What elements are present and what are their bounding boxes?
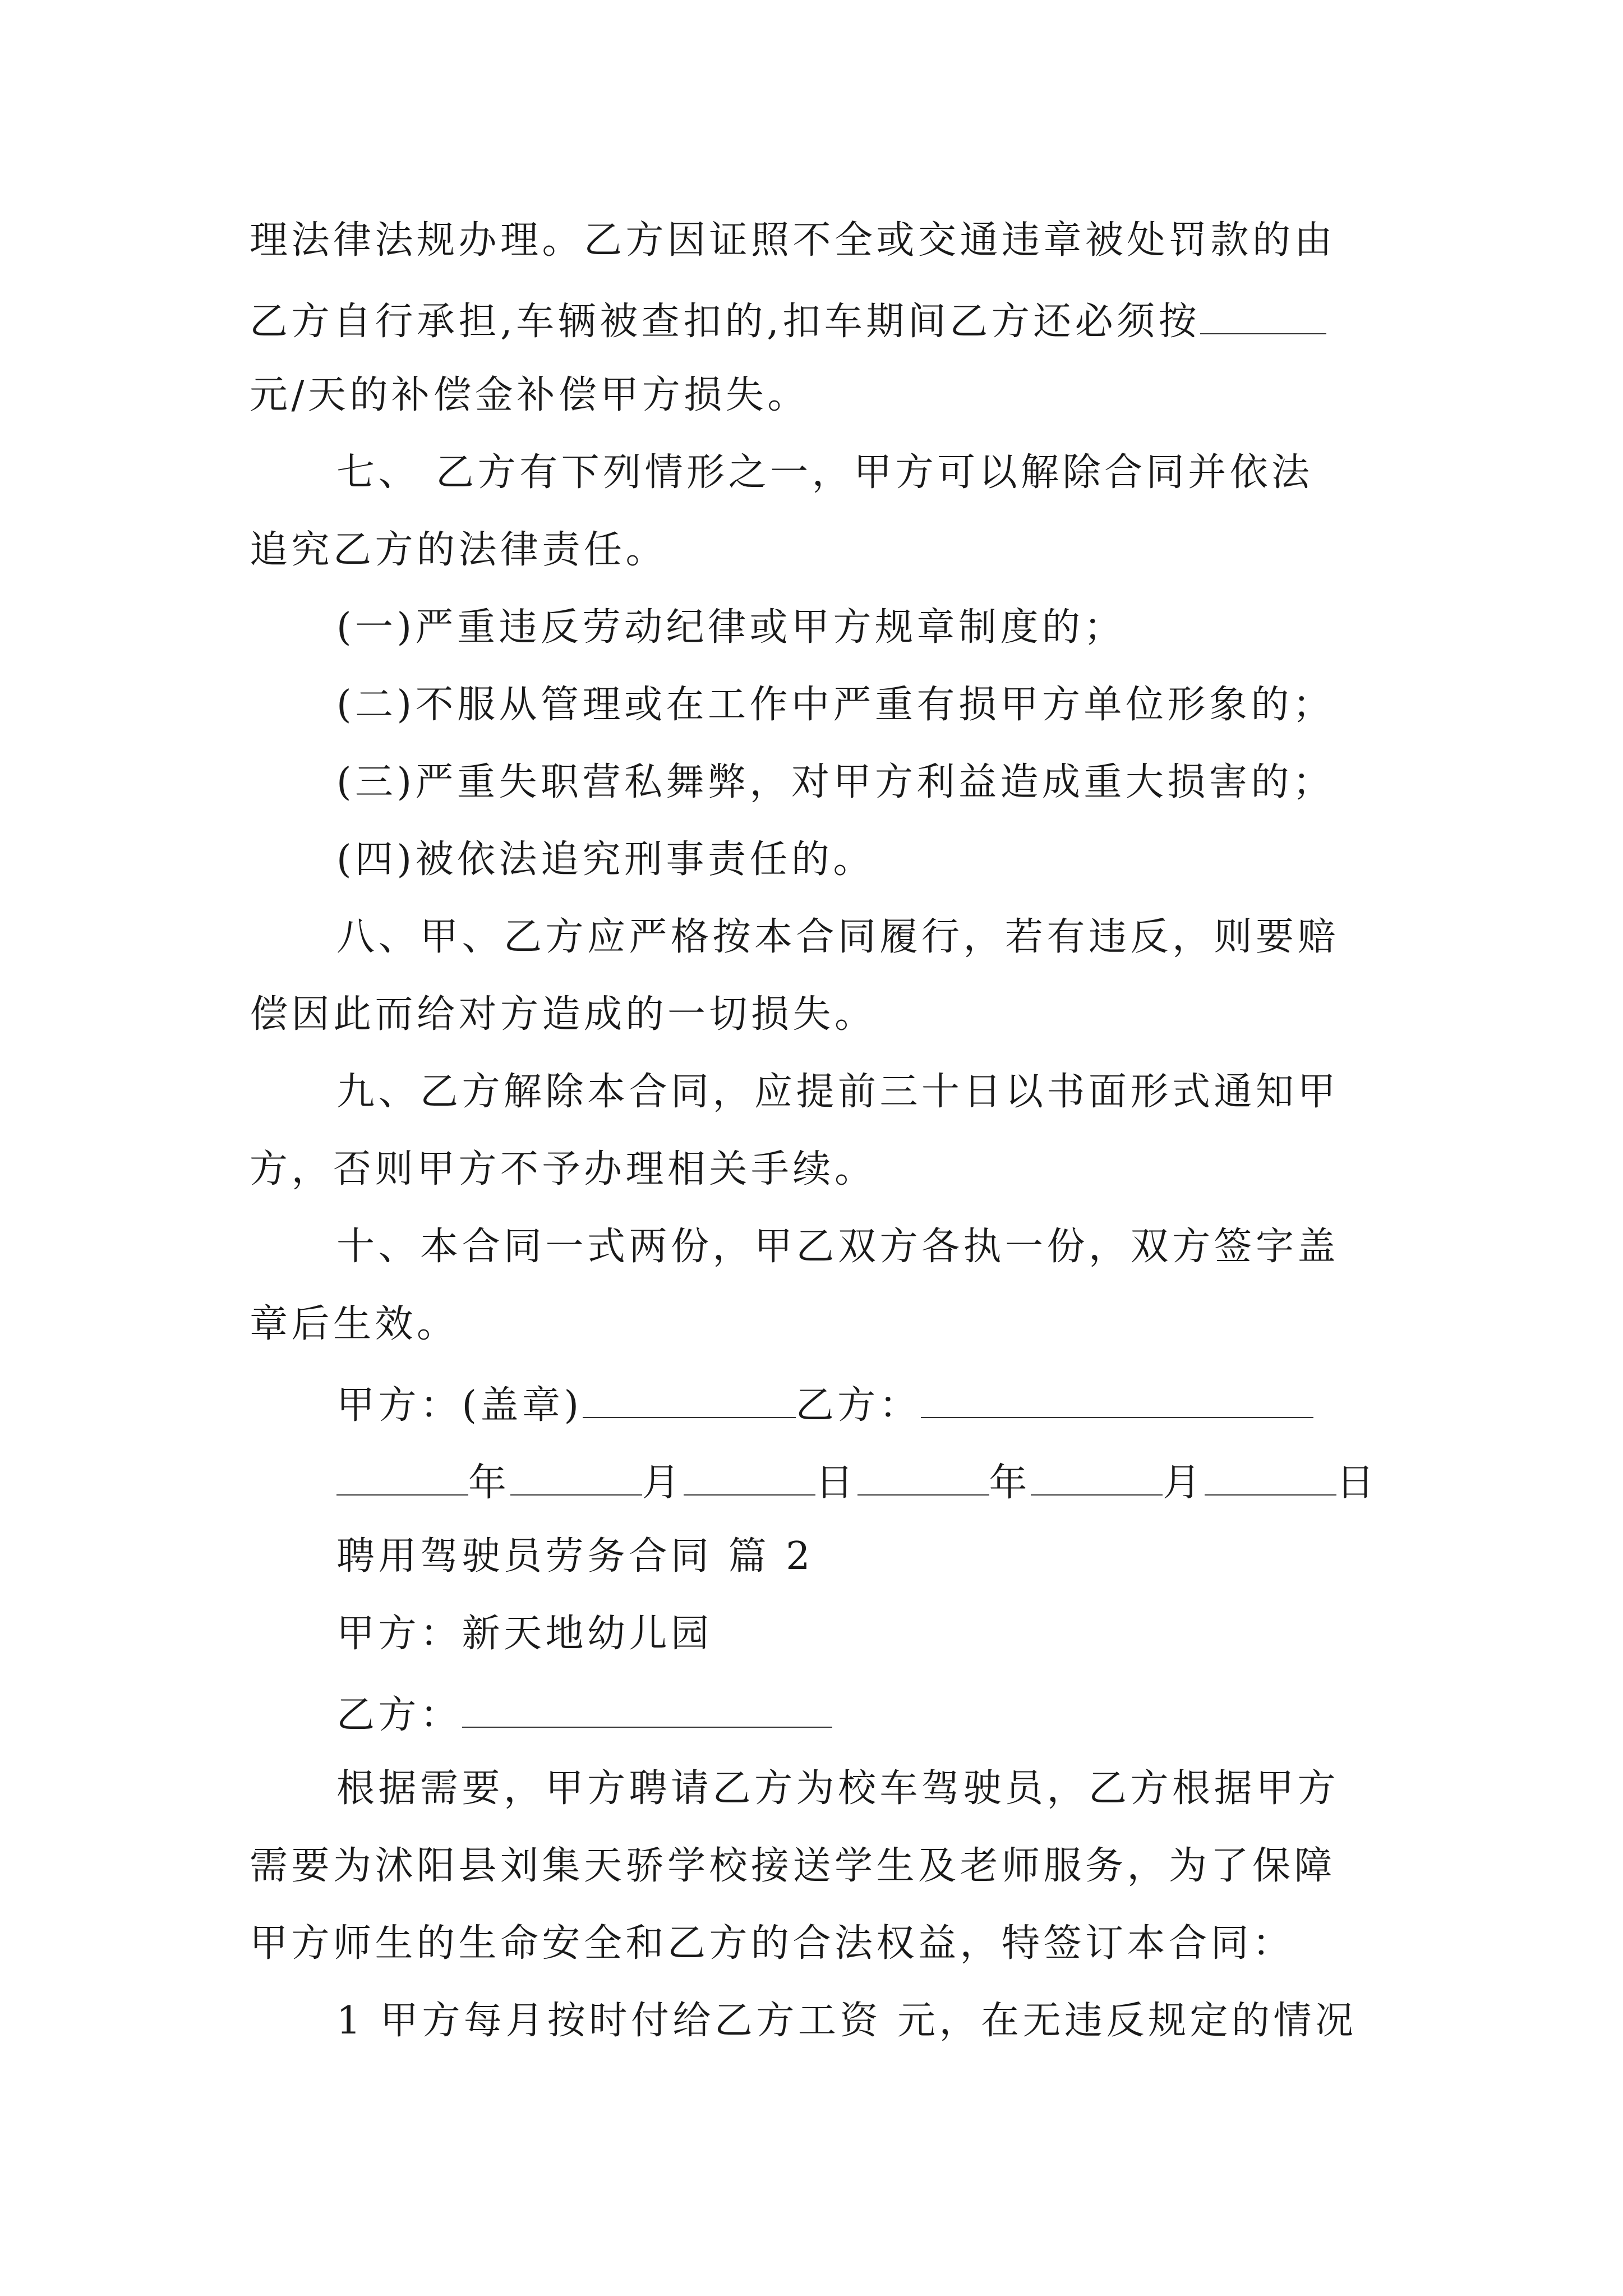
- text-line: 元/天的补偿金补偿甲方损失。: [250, 373, 809, 417]
- section-title: 聘用驾驶员劳务合同 篇 2: [336, 1534, 814, 1579]
- text-line: 方，否则甲方不予办理相关手续。: [250, 1147, 877, 1191]
- month-label: 月: [1163, 1461, 1205, 1506]
- year-label: 年: [989, 1461, 1031, 1506]
- clause-ten: 十、本合同一式两份，甲乙双方各执一份，双方签字盖: [336, 1225, 1340, 1269]
- signature-line: [336, 1383, 1313, 1428]
- month-blank: [510, 1460, 642, 1496]
- clause-eight: 八、甲、乙方应严格按本合同履行，若有违反，则要赔: [336, 915, 1340, 959]
- text-line: 偿因此而给对方造成的一切损失。: [250, 992, 877, 1037]
- party-b-blank: [462, 1692, 832, 1728]
- clause-nine: 九、乙方解除本合同，应提前三十日以书面形式通知甲: [336, 1070, 1340, 1114]
- text-fragment: 乙方自行承担,车辆被查扣的,扣车期间乙方还必须按: [250, 300, 1201, 344]
- paragraph-line: 需要为沭阳县刘集天骄学校接送学生及老师服务，为了保障: [250, 1844, 1336, 1888]
- month-blank: [1031, 1460, 1163, 1496]
- year-blank: [857, 1460, 989, 1496]
- clause-seven: 七、 乙方有下列情形之一，甲方可以解除合同并依法: [336, 450, 1313, 495]
- party-a-line: 甲方：新天地幼儿园: [336, 1612, 713, 1656]
- party-a-seal-label: 甲方：(盖章): [336, 1383, 583, 1428]
- party-b-label: 乙方：: [795, 1383, 921, 1428]
- text-line: 理法律法规办理。乙方因证照不全或交通违章被处罚款的由: [250, 218, 1336, 263]
- text-line: 章后生效。: [250, 1302, 459, 1346]
- party-a-seal-blank: [583, 1383, 796, 1418]
- fill-in-blank: [1200, 299, 1326, 334]
- text-line: 追究乙方的法律责任。: [250, 528, 668, 572]
- paragraph-line: 根据需要，甲方聘请乙方为校车驾驶员，乙方根据甲方: [336, 1766, 1340, 1811]
- party-b-blank: [921, 1383, 1313, 1418]
- day-blank: [1205, 1460, 1336, 1496]
- list-item: (二)不服从管理或在工作中严重有损甲方单位形象的；: [336, 683, 1335, 727]
- date-line: [336, 1460, 1378, 1506]
- paragraph-line: 甲方师生的生命安全和乙方的合法权益，特签订本合同：: [250, 1921, 1294, 1966]
- list-item: (一)严重违反劳动纪律或甲方规章制度的；: [336, 605, 1126, 650]
- year-blank: [336, 1460, 468, 1496]
- day-blank: [684, 1460, 815, 1496]
- day-label: 日: [815, 1461, 857, 1506]
- month-label: 月: [642, 1461, 684, 1506]
- paragraph-line: 1 甲方每月按时付给乙方工资 元，在无违反规定的情况: [336, 1999, 1357, 2043]
- text-line: [250, 299, 1326, 344]
- list-item: (三)严重失职营私舞弊，对甲方利益造成重大损害的；: [336, 760, 1335, 804]
- day-label: 日: [1336, 1461, 1378, 1506]
- party-b-label: 乙方：: [336, 1693, 462, 1738]
- party-b-line: [336, 1692, 832, 1738]
- list-item: (四)被依法追究刑事责任的。: [336, 838, 875, 882]
- year-label: 年: [468, 1461, 510, 1506]
